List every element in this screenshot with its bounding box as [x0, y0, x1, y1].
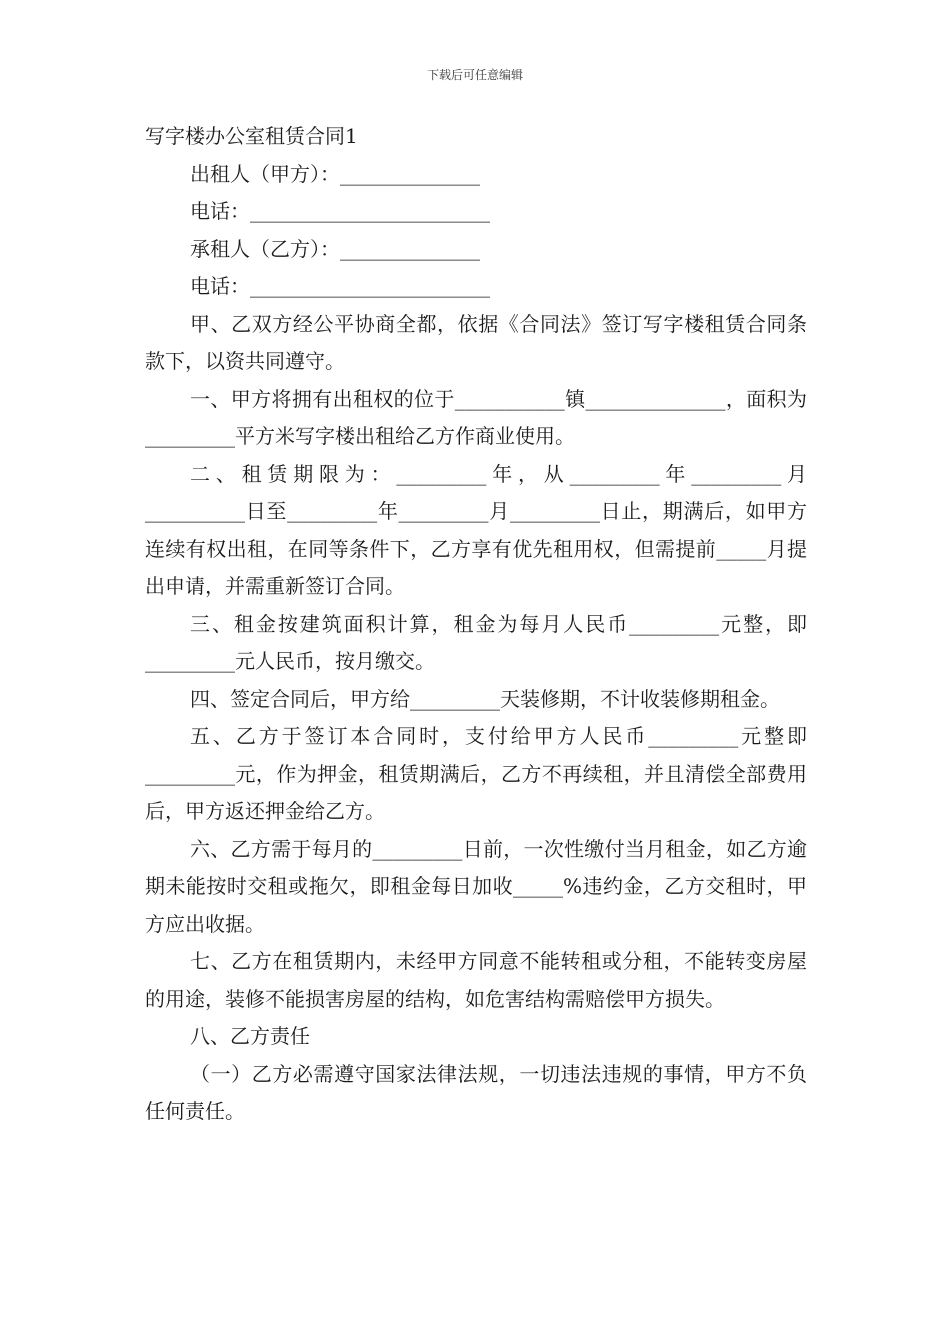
lessee-field: 承租人（乙方）：______________ — [190, 236, 480, 261]
lessee-phone-field: 电话：________________________ — [190, 274, 490, 298]
clause-6: 六、乙方需于每月的_________日前，一次性缴付当月租金，如乙方逾期未能按时交租或拖欠，即租金每日加收_____%违约金，乙方交租时，甲方应出收据。 — [145, 836, 807, 936]
clause-5: 五、乙方于签订本合同时，支付给甲方人民币_________元整即_________元，作为押金，租赁期满后，乙方不再续租，并且清偿全部费用后，甲方返还押金给乙方。 — [145, 724, 807, 823]
lessor-phone-field: 电话：________________________ — [190, 199, 490, 223]
clause-7: 七、乙方在租赁期内，未经甲方同意不能转租或分租，不能转变房屋的用途，装修不能损害房屋的结构，如危害结构需赔偿甲方损失。 — [145, 949, 807, 1011]
contract-body — [145, 118, 807, 1131]
header-note: 下载后可任意编辑 — [426, 68, 523, 82]
preamble-paragraph: 甲、乙双方经公平协商全都，依据《合同法》签订写字楼租赁合同条款下，以资共同遵守。 — [145, 311, 807, 373]
contract-title: 写字楼办公室租赁合同1 — [145, 124, 358, 148]
clause-8-item-1: （一）乙方必需遵守国家法律法规，一切违法违规的事情，甲方不负任何责任。 — [145, 1061, 807, 1123]
clause-3: 三、租金按建筑面积计算，租金为每月人民币_________元整，即_________元人民币，按月缴交。 — [145, 611, 807, 673]
clause-8-heading: 八、乙方责任 — [190, 1024, 310, 1048]
lessor-field: 出租人（甲方）：______________ — [190, 161, 480, 186]
clause-1: 一、甲方将拥有出租权的位于___________镇______________，面积为_________平方米写字楼出租给乙方作商业使用。 — [145, 386, 807, 448]
clause-4: 四、签定合同后，甲方给_________天装修期，不计收装修期租金。 — [190, 686, 780, 711]
clause-2: 二、租赁期限为：_________年，从_________年_________月__________日至_________年_________月_________日止，期满后，如甲方连续有权出租，在同等条件下，乙方享有优先租用权，但需提前_____月提出申请，并需重新签订合同。 — [145, 461, 807, 598]
